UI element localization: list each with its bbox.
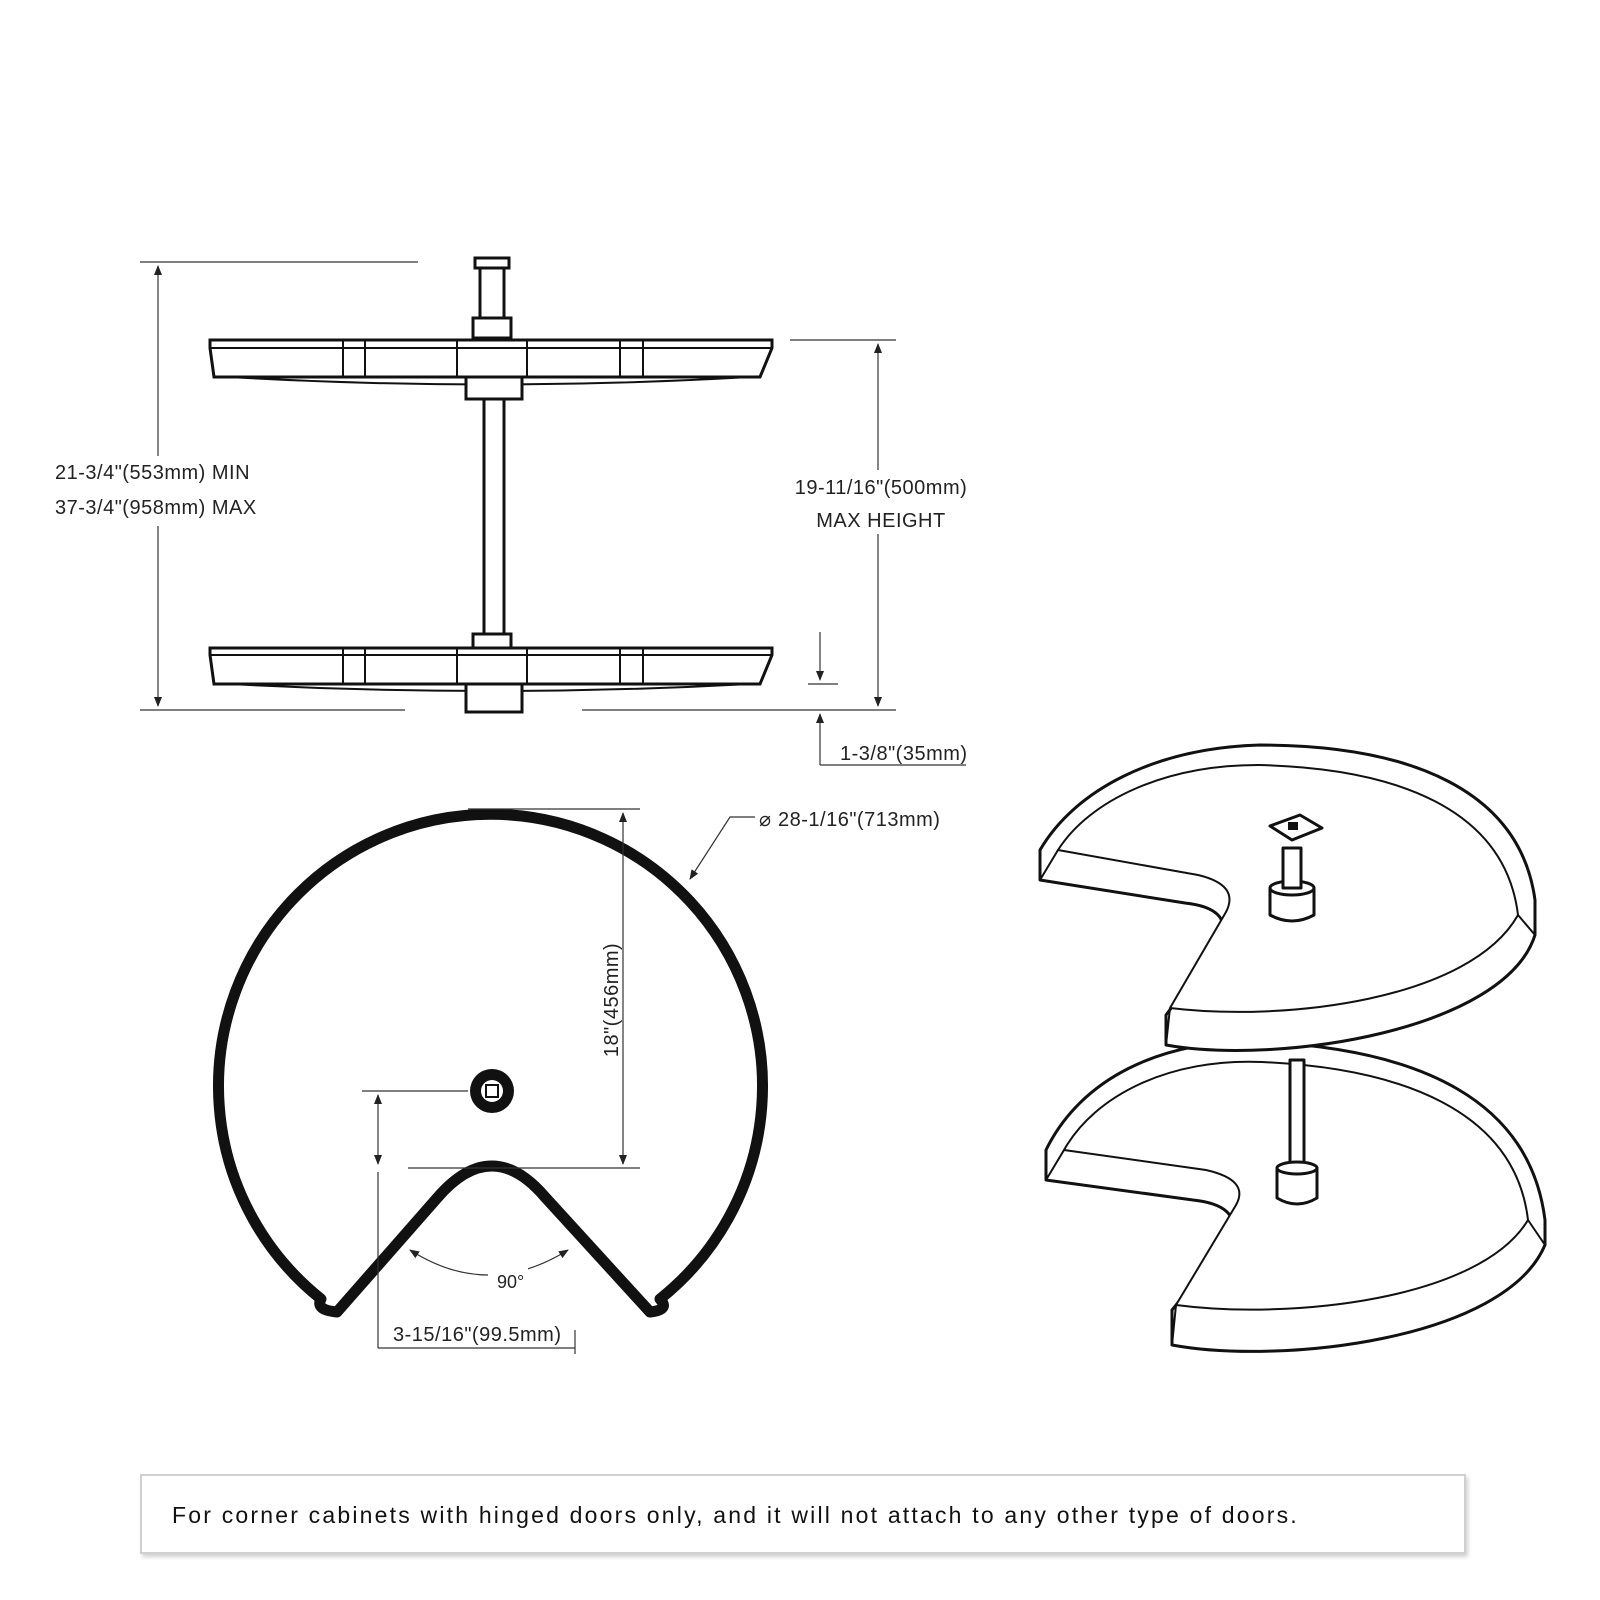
note-box: [140, 1474, 1466, 1554]
shelf-spacing-label: MAX HEIGHT: [816, 510, 946, 532]
bottom-base: [466, 684, 522, 712]
diameter: 28-1/16"(713mm): [778, 809, 941, 831]
overall-height-min: 21-3/4"(553mm) MIN: [55, 462, 251, 484]
shelf-spacing-value: 19-11/16"(500mm): [794, 477, 968, 499]
top-hub: [473, 318, 511, 338]
iso-top-post: [1283, 848, 1301, 888]
base-offset: 1-3/8"(35mm): [840, 743, 968, 765]
diameter-symbol: ⌀: [759, 809, 772, 831]
top-view: [218, 814, 762, 1312]
lazy-susan-outline: [218, 814, 762, 1312]
compatibility-note: For corner cabinets with hinged doors only, and it will not attach to any other type of doors.: [172, 1502, 1299, 1528]
overall-height-max: 37-3/4"(958mm) MAX: [55, 497, 257, 519]
top-post-cap: [475, 258, 509, 268]
radius-depth: 18"(456mm): [601, 942, 623, 1058]
center-pole: [484, 399, 504, 636]
notch-angle: 90°: [497, 1272, 525, 1292]
top-post: [480, 262, 504, 318]
iso-pole: [1290, 1060, 1304, 1164]
bottom-shelf: [210, 648, 772, 684]
top-shelf: [210, 340, 772, 377]
notch-offset: 3-15/16"(99.5mm): [393, 1324, 562, 1346]
bottom-hub: [473, 634, 511, 648]
top-bearing: [466, 377, 522, 399]
isometric-view: [1040, 745, 1545, 1351]
side-view: [210, 258, 772, 712]
